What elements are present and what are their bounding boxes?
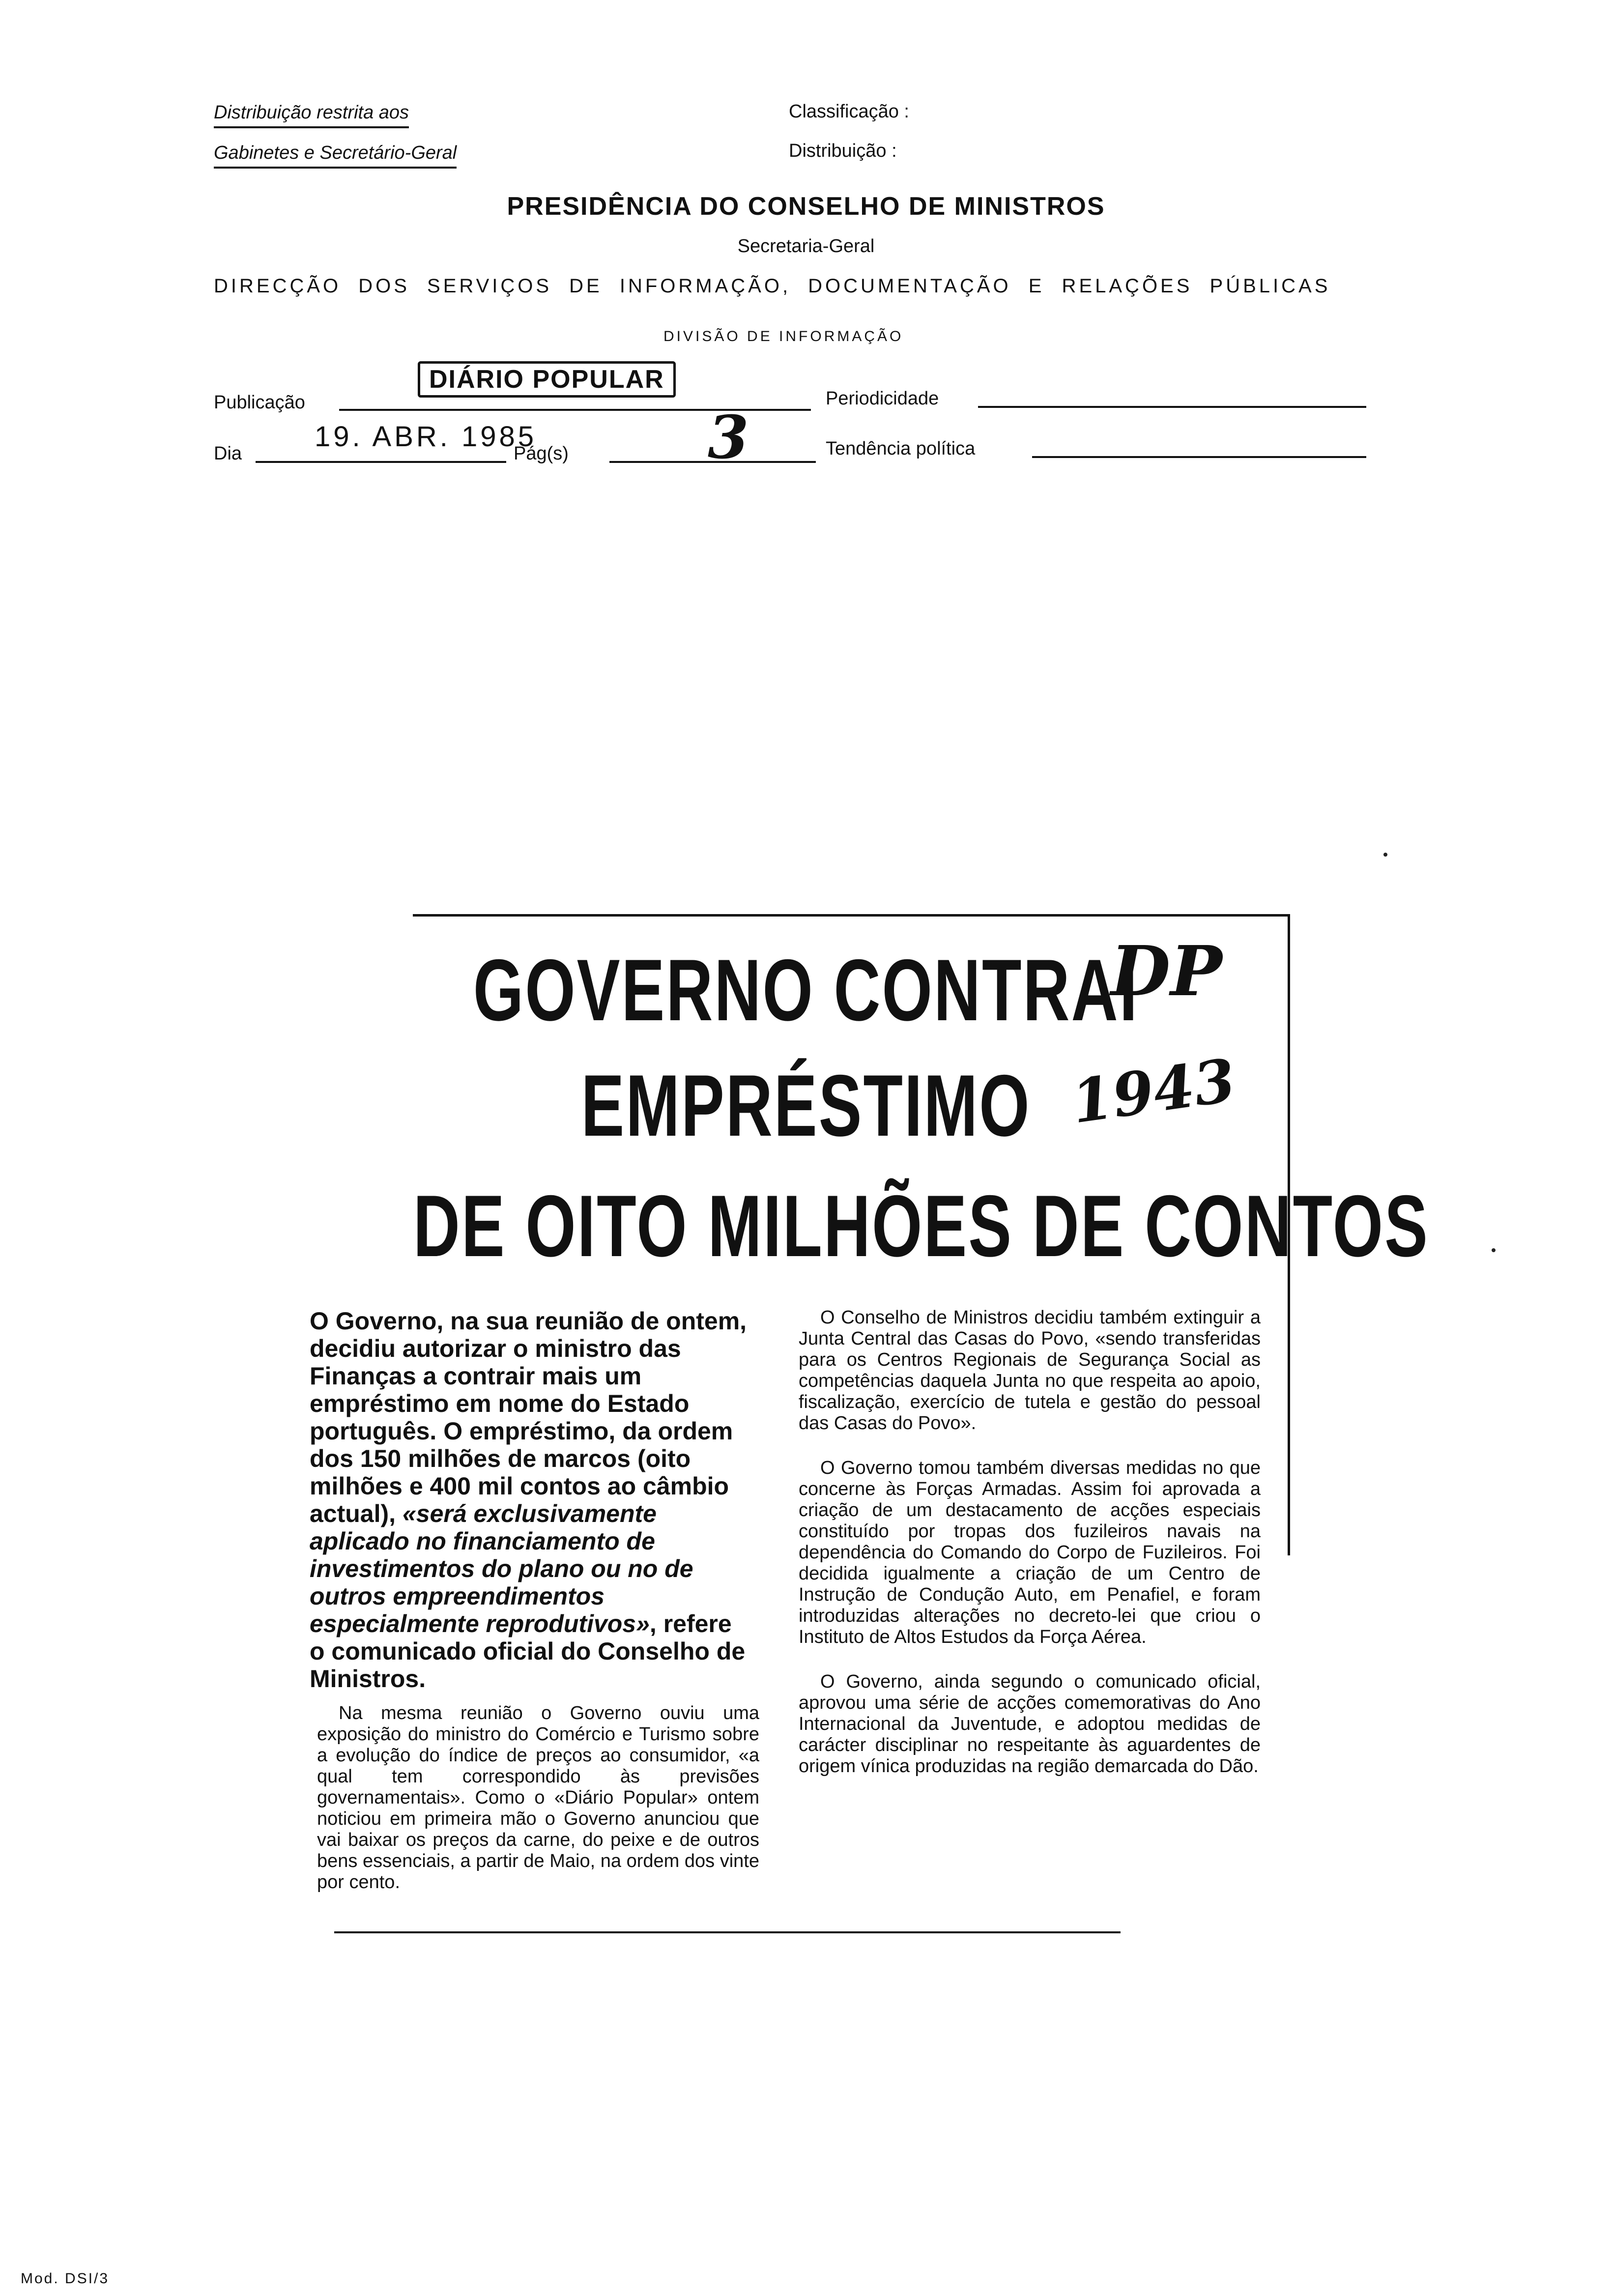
scan-speck bbox=[1383, 853, 1387, 857]
clipping-bottom-rule bbox=[334, 1931, 1121, 1933]
presidency-title: PRESIDÊNCIA DO CONSELHO DE MINISTROS bbox=[507, 192, 1105, 221]
right-paragraph-2: O Governo tomou também diversas medidas no que concerne às Forças Armadas. Assim foi aprovada a criação de um destacamento de acções especiais constituído por tropas dos fuzileiros navais na dependência do Comando do Corpo de Fuzileiros. Foi decidida igualmente a criação de um Centro de Instrução de Condução Auto, em Penafiel, e foram introduzidas alterações no decreto-lei que criou o Instituto de Altos Estudos da Força Aérea. bbox=[799, 1458, 1261, 1647]
headline-line3: DE OITO MILHÕES DE CONTOS bbox=[413, 1177, 1429, 1275]
left-paragraph: Na mesma reunião o Governo ouviu uma exposição do ministro do Comércio e Turismo sobre a evolução do índice de preços ao consumidor, «a qual tem correspondido às previsões governamentais». Como o «Diário Popular» ontem noticiou em primeira mão o Governo anunciou que vai baixar os preços da carne, do peixe e de outros bens essenciais, a partir de Maio, na ordem dos vinte por cento. bbox=[317, 1703, 759, 1893]
pag-handwritten-number: 3 bbox=[708, 403, 749, 472]
publicacao-label: Publicação bbox=[214, 392, 305, 413]
right-column bbox=[799, 1307, 1261, 1801]
periodicidade-rule bbox=[978, 406, 1366, 408]
lead-text-part1: O Governo, na sua reunião de ontem, decidiu autorizar o ministro das Finanças a contrair mais um empréstimo em nome do Estado português. O empréstimo, da ordem dos 150 milhões de marcos (oito milhões e 400 mil contos ao câmbio actual), bbox=[310, 1307, 747, 1527]
headline-line1: GOVERNO CONTRAI bbox=[473, 941, 1139, 1039]
restricted-distribution-line2: Gabinetes e Secretário-Geral bbox=[214, 143, 457, 169]
dia-rule bbox=[256, 461, 506, 463]
tendencia-rule bbox=[1032, 456, 1366, 458]
dia-date-stamp: 19. ABR. 1985 bbox=[315, 421, 537, 453]
classificacao-label: Classificação : bbox=[789, 101, 909, 122]
periodicidade-label: Periodicidade bbox=[826, 388, 939, 409]
handwritten-source-mark: DP bbox=[1111, 931, 1222, 1012]
right-paragraph-1: O Conselho de Ministros decidiu também extinguir a Junta Central das Casas do Povo, «sendo transferidas para os Centros Regionais de Segurança Social as competências daquela Junta no que respeita ao apoio, fiscalização, exercício de tutela e gestão do pessoal das Casas do Povo». bbox=[799, 1307, 1261, 1434]
dia-label: Dia bbox=[214, 443, 242, 464]
restricted-distribution-line1: Distribuição restrita aos bbox=[214, 102, 409, 128]
tendencia-label: Tendência política bbox=[826, 438, 976, 459]
lead-text-part3: , refere o comunicado oficial do Conselho de Ministros. bbox=[310, 1610, 746, 1693]
form-code: Mod. DSI/3 bbox=[21, 2270, 110, 2287]
scan-speck bbox=[1492, 1248, 1496, 1252]
right-paragraph-3: O Governo, ainda segundo o comunicado oficial, aprovou uma série de acções comemorativas do Ano Internacional da Juventude, e adoptou medidas de carácter disciplinar no respeitante às aguardentes de origem vínica produzidas na região demarcada do Dão. bbox=[799, 1671, 1261, 1777]
distribuicao-label: Distribuição : bbox=[789, 141, 897, 161]
lead-text-quote: «será exclusivamente aplicado no financiamento de investimentos do plano ou no de outros empreendimentos especialmente reprodutivos» bbox=[310, 1500, 693, 1637]
handwritten-number-mark: 1943 bbox=[1067, 1045, 1240, 1137]
divisao-informacao: DIVISÃO DE INFORMAÇÃO bbox=[663, 328, 904, 344]
publicacao-stamp: DIÁRIO POPULAR bbox=[418, 361, 676, 398]
article-lead bbox=[310, 1307, 752, 1693]
direccao-servicos: DIRECÇÃO DOS SERVIÇOS DE INFORMAÇÃO, DOCUMENTAÇÃO E RELAÇÕES PÚBLICAS bbox=[214, 275, 1331, 297]
headline-line2: EMPRÉSTIMO bbox=[581, 1057, 1031, 1154]
pag-label: Pág(s) bbox=[514, 443, 569, 464]
secretaria-geral: Secretaria-Geral bbox=[737, 236, 875, 257]
left-column bbox=[317, 1703, 759, 1917]
